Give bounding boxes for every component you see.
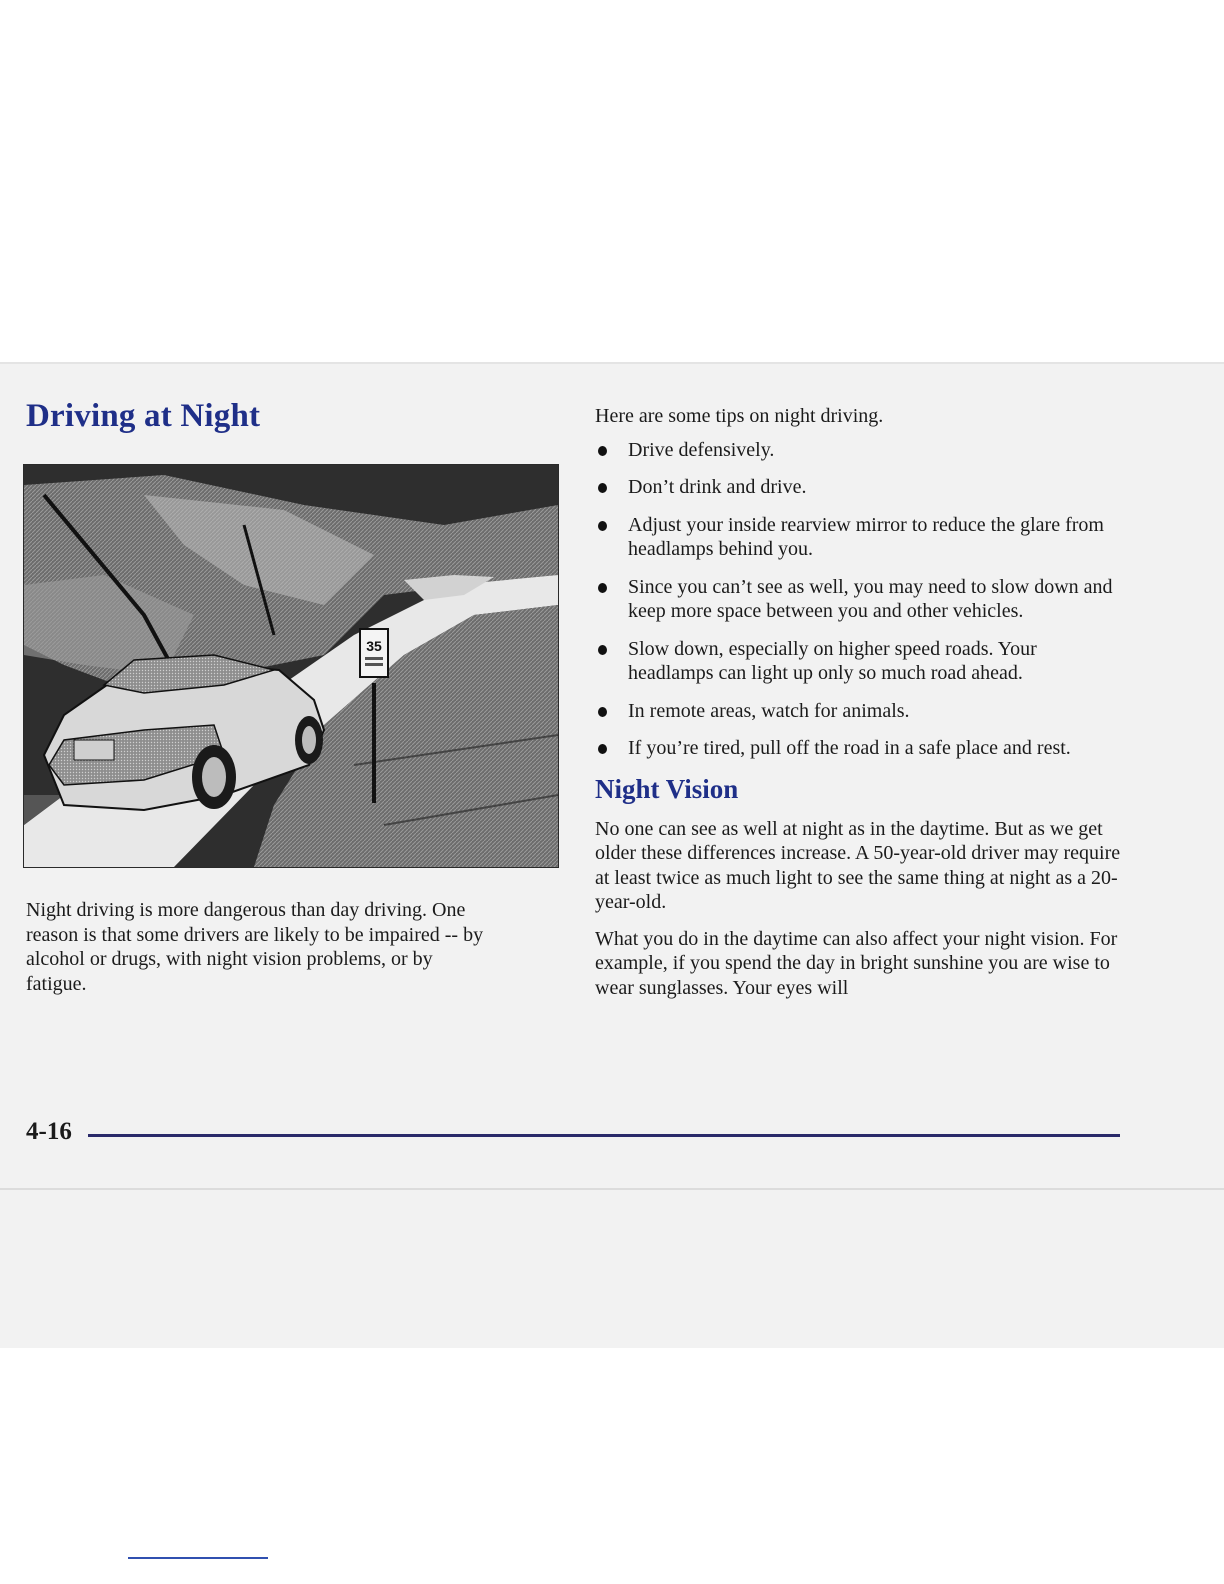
tips-intro: Here are some tips on night driving. [595,405,884,427]
tip-text: Slow down, especially on higher speed roads. Your headlamps can light up only so much road ahead. [628,637,1037,684]
tip-text: If you’re tired, pull off the road in a safe place and rest. [628,737,1071,759]
tip-text: Drive defensively. [628,438,775,461]
tip-text: Don’t drink and drive. [628,476,807,498]
list-item [595,637,1125,686]
bottom-divider [128,1557,268,1559]
night-driving-illustration [23,464,559,868]
bullet-icon [598,446,607,456]
list-item [595,699,1125,724]
page-title: Driving at Night [26,398,261,434]
bullet-icon [598,744,607,754]
daytime-paragraph: What you do in the daytime can also affect your night vision. For example, if you spend the day in bright sunshine you are wise to wear sunglasses. Your eyes will [595,927,1118,999]
page-bottom-edge [0,1188,1224,1190]
list-item [595,575,1125,624]
speed-sign-number: 35 [366,638,382,654]
bullet-icon [598,707,607,717]
tips-list [595,438,1125,761]
night-vision-paragraph: No one can see as well at night as in the daytime. But as we get older these differences increase. A 50-year-old driver may require at least twice as much light to see the same thing at night as a 20-year-old. [595,817,1121,913]
bullet-icon [598,483,607,493]
intro-paragraph: Night driving is more dangerous than day driving. One reason is that some drivers are likely to be impaired -- by alcohol or drugs, with night vision problems, or by fatigue. [26,899,484,995]
list-item [595,475,1125,500]
section-heading: Night Vision [595,773,739,804]
bullet-icon [598,583,607,593]
page-number: 4-16 [26,1118,72,1145]
right-column [595,404,1125,1012]
list-item [595,736,1125,761]
tip-text: Adjust your inside rearview mirror to reduce the glare from headlamps behind you. [628,513,1104,560]
list-item [595,438,1125,463]
bullet-icon [598,645,607,655]
page-top-edge [0,362,1224,364]
tip-text: In remote areas, watch for animals. [628,699,910,722]
list-item [595,513,1125,562]
bullet-icon [598,521,607,531]
tip-text: Since you can’t see as well, you may need to slow down and keep more space between you and other vehicles. [628,575,1113,622]
footer-rule [88,1134,1120,1137]
